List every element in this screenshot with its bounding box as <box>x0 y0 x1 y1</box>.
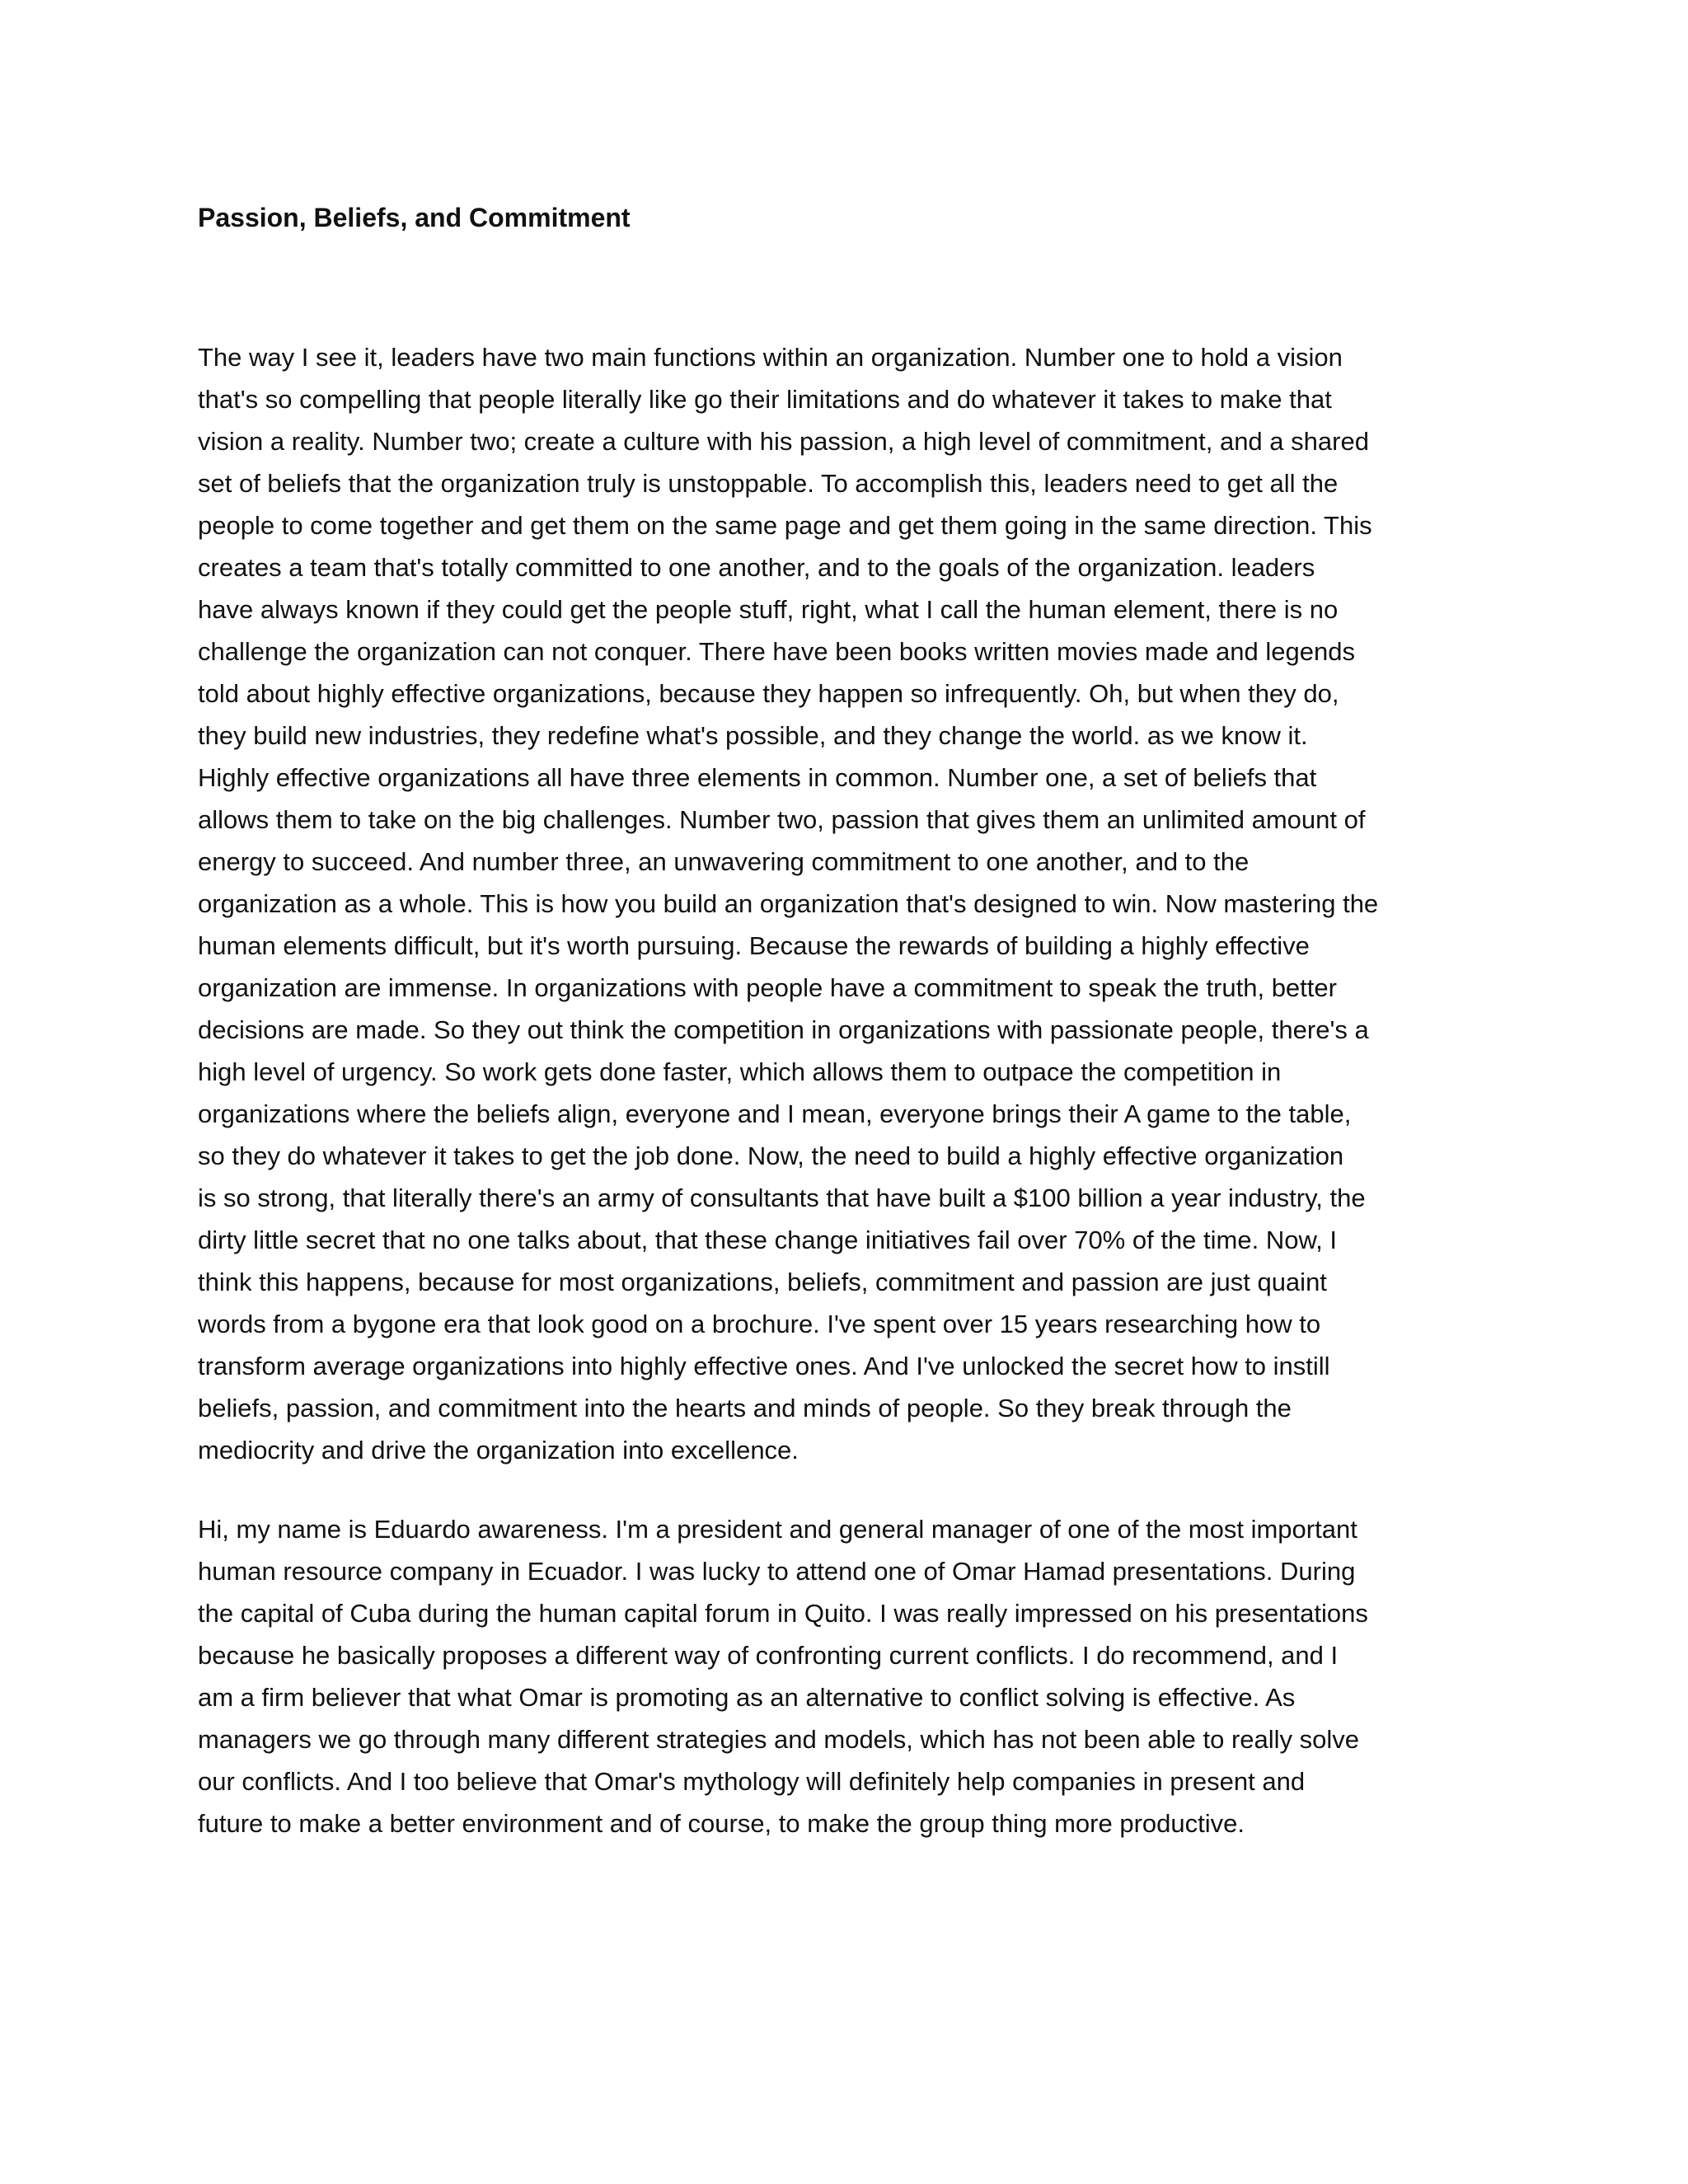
paragraph-line: high level of urgency. So work gets done faster, which allows them to outpace the competition in <box>198 1057 1282 1086</box>
paragraph-line: words from a bygone era that look good on a brochure. I've spent over 15 years researching how to <box>198 1310 1321 1338</box>
paragraph-line: vision a reality. Number two; create a culture with his passion, a high level of commitment, and a shared <box>198 427 1369 456</box>
paragraph-line: creates a team that's totally committed to one another, and to the goals of the organization. leaders <box>198 553 1315 582</box>
paragraph-line: dirty little secret that no one talks about, that these change initiatives fail over 70% of the time. Now, I <box>198 1226 1337 1254</box>
paragraph-line: decisions are made. So they out think the competition in organizations with passionate people, there's a <box>198 1015 1369 1044</box>
paragraph-line: set of beliefs that the organization truly is unstoppable. To accomplish this, leaders need to get all the <box>198 469 1339 498</box>
paragraph-line: challenge the organization can not conquer. There have been books written movies made and legends <box>198 637 1355 666</box>
body-paragraph-1 <box>198 336 1493 1471</box>
paragraph-line: mediocrity and drive the organization into excellence. <box>198 1436 799 1465</box>
paragraph-line: so they do whatever it takes to get the job done. Now, the need to build a highly effective organization <box>198 1141 1344 1170</box>
paragraph-line: Hi, my name is Eduardo awareness. I'm a president and general manager of one of the most important <box>198 1515 1357 1544</box>
paragraph-line: is so strong, that literally there's an army of consultants that have built a $100 billion a year industry, the <box>198 1183 1366 1212</box>
paragraph-line: they build new industries, they redefine what's possible, and they change the world. as we know it. <box>198 721 1308 750</box>
paragraph-line: beliefs, passion, and commitment into the hearts and minds of people. So they break through the <box>198 1394 1292 1422</box>
paragraph-line: future to make a better environment and of course, to make the group thing more productive. <box>198 1809 1245 1838</box>
paragraph-line: organization as a whole. This is how you build an organization that's designed to win. Now mastering the <box>198 889 1379 918</box>
paragraph-line: The way I see it, leaders have two main functions within an organization. Number one to hold a vision <box>198 343 1343 372</box>
paragraph-line: think this happens, because for most organizations, beliefs, commitment and passion are just quaint <box>198 1268 1327 1296</box>
paragraph-line: organizations where the beliefs align, everyone and I mean, everyone brings their A game to the table, <box>198 1099 1352 1128</box>
paragraph-line: people to come together and get them on the same page and get them going in the same direction. This <box>198 511 1372 540</box>
paragraph-line: organization are immense. In organizations with people have a commitment to speak the truth, better <box>198 973 1337 1002</box>
paragraph-line: am a firm believer that what Omar is promoting as an alternative to conflict solving is effective. As <box>198 1683 1296 1712</box>
paragraph-line: managers we go through many different strategies and models, which has not been able to really solve <box>198 1725 1360 1754</box>
paragraph-line: energy to succeed. And number three, an unwavering commitment to one another, and to the <box>198 847 1250 876</box>
paragraph-line: told about highly effective organizations, because they happen so infrequently. Oh, but when they do, <box>198 679 1339 708</box>
paragraph-line: that's so compelling that people literally like go their limitations and do whatever it takes to make that <box>198 385 1332 414</box>
paragraph-line: our conflicts. And I too believe that Omar's mythology will definitely help companies in present and <box>198 1767 1306 1796</box>
paragraph-line: Highly effective organizations all have three elements in common. Number one, a set of beliefs that <box>198 763 1317 792</box>
body-paragraph-2 <box>198 1508 1493 1844</box>
paragraph-line: the capital of Cuba during the human capital forum in Quito. I was really impressed on his presentations <box>198 1599 1368 1628</box>
paragraph-line: human resource company in Ecuador. I was lucky to attend one of Omar Hamad presentations. During <box>198 1557 1356 1586</box>
paragraph-line: human elements difficult, but it's worth pursuing. Because the rewards of building a highly effective <box>198 931 1310 960</box>
paragraph-line: transform average organizations into highly effective ones. And I've unlocked the secret how to instill <box>198 1352 1330 1380</box>
document-title: Passion, Beliefs, and Commitment <box>198 203 631 232</box>
paragraph-line: have always known if they could get the people stuff, right, what I call the human element, there is no <box>198 595 1339 624</box>
paragraph-line: because he basically proposes a different way of confronting current conflicts. I do recommend, and I <box>198 1641 1339 1670</box>
paragraph-line: allows them to take on the big challenges. Number two, passion that gives them an unlimited amount of <box>198 805 1366 834</box>
